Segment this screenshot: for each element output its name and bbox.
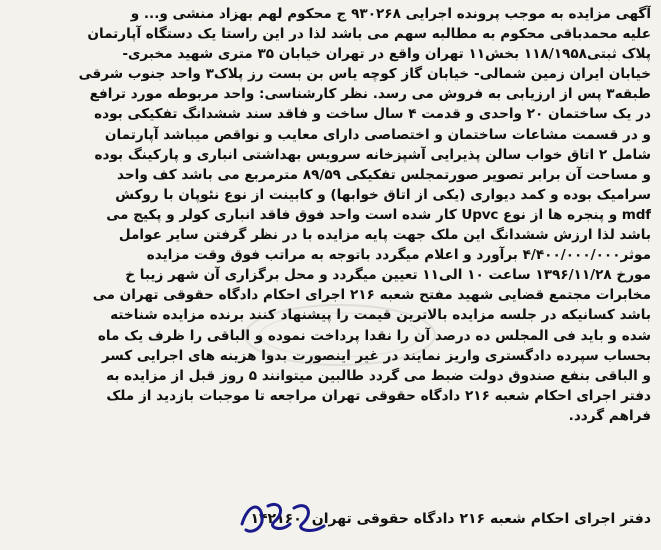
notice-line: شامل ۲ اتاق خواب سالن پذیرایی آشپزخانه سرویس بهداشتی انباری و پارکینگ بوده bbox=[94, 146, 651, 163]
notice-line: mdf و پنجره ها از نوع Upvc کار شده است واحد فوق فاقد انباری کولر و پکیج می bbox=[106, 206, 651, 223]
notice-line: و الباقی بنفع صندوق دولت ضبط می گردد طالبین میتوانند ۵ روز قبل از مزایده به bbox=[106, 367, 651, 384]
notice-line: فراهم گردد. bbox=[568, 407, 651, 424]
notice-footer bbox=[10, 511, 651, 527]
notice-line: بحساب سپرده دادگستری واریز نمایند در غیر اینصورت بدوا هزینه های اجرایی کسر bbox=[101, 347, 651, 364]
notice-line: پلاک ثبتی۱۱۸/۱۹۵۸ بخش۱۱ تهران واقع در تهران خیابان ۳۵ متری شهید مخبری- bbox=[122, 46, 651, 63]
handwritten-signature-mark bbox=[238, 494, 328, 540]
notice-line: دفتر اجرای احکام شعبه ۲۱۶ دادگاه حقوقی تهران مراجعه تا موجبات بازدید از ملک bbox=[106, 387, 651, 404]
notice-line: خیابان ایران زمین شمالی- خیابان گاز کوچه یاس بن بست رز پلاک۳ واحد جنوب شرقی bbox=[78, 66, 651, 83]
notice-line: مورخ ۱۳۹۶/۱۱/۲۸ ساعت ۱۰ الی۱۱ تعیین میگردد و محل برگزاری آن شهر زیبا خ bbox=[125, 267, 651, 284]
notice-line: علیه محمدباقی محکوم به مطالبه سهم می باشد لذا در این راستا یک دستگاه آپارتمان bbox=[87, 26, 651, 43]
notice-line: آگهی مزایده به موجب پرونده اجرایی ۹۳۰۲۶۸ ج محکوم لهم بهزاد منشی و... و bbox=[130, 6, 651, 22]
notice-line: طبقه۳ پس از ارزیابی به فروش می رسد. نظر کارشناسی: واحد مربوطه مورد ترافع bbox=[89, 86, 651, 103]
notice-line: در یک ساختمان ۲۰ واحدی و قدمت ۴ سال ساخت و فاقد سند ششدانگ تفکیکی بوده bbox=[94, 106, 651, 123]
issuing-office: دفتر اجرای احکام شعبه ۲۱۶ دادگاه حقوقی تهران bbox=[311, 511, 651, 527]
notice-line: شده و باید فی المجلس ده درصد آن را نقدا پرداخت نموده و الباقی را ظرف یک ماه bbox=[97, 327, 651, 344]
faint-stamp-watermark bbox=[240, 300, 440, 370]
notice-line: و مساحت آن برابر تصویر صورتمجلس تفکیکی ۸۹/۵۹ مترمربع می باشد کف واحد bbox=[117, 166, 651, 183]
notice-line: باشد لذا ارزش ششدانگ این ملک جهت پایه مزایده با در نظر گرفتن سایر عوامل bbox=[118, 227, 651, 244]
notice-line: مخابرات مجتمع قضایی شهید مفتح شعبه ۲۱۶ اجرای احکام دادگاه حقوقی تهران می bbox=[92, 287, 651, 304]
notice-line: و در قسمت مشاعات ساختمان و اختصاصی دارای معایب و نواقص میباشد آپارتمان bbox=[104, 126, 651, 143]
notice-line: موثر۴/۴۰۰/۰۰۰/۰۰۰ برآورد و اعلام میگردد باتوجه به مراتب فوق وقت مزایده bbox=[146, 247, 651, 264]
notice-code: ۱۴۲۱۶۰ bbox=[250, 511, 302, 527]
notice-line: باشد کسانیکه در جلسه مزایده بالاترین قیمت را پیشنهاد کنند برنده مزایده شناخته bbox=[110, 307, 651, 324]
notice-line: سرامیک بوده و کمد دیواری (یکی از اتاق خوابها) و کابینت از نوع نئوپان با روکش bbox=[115, 186, 651, 203]
